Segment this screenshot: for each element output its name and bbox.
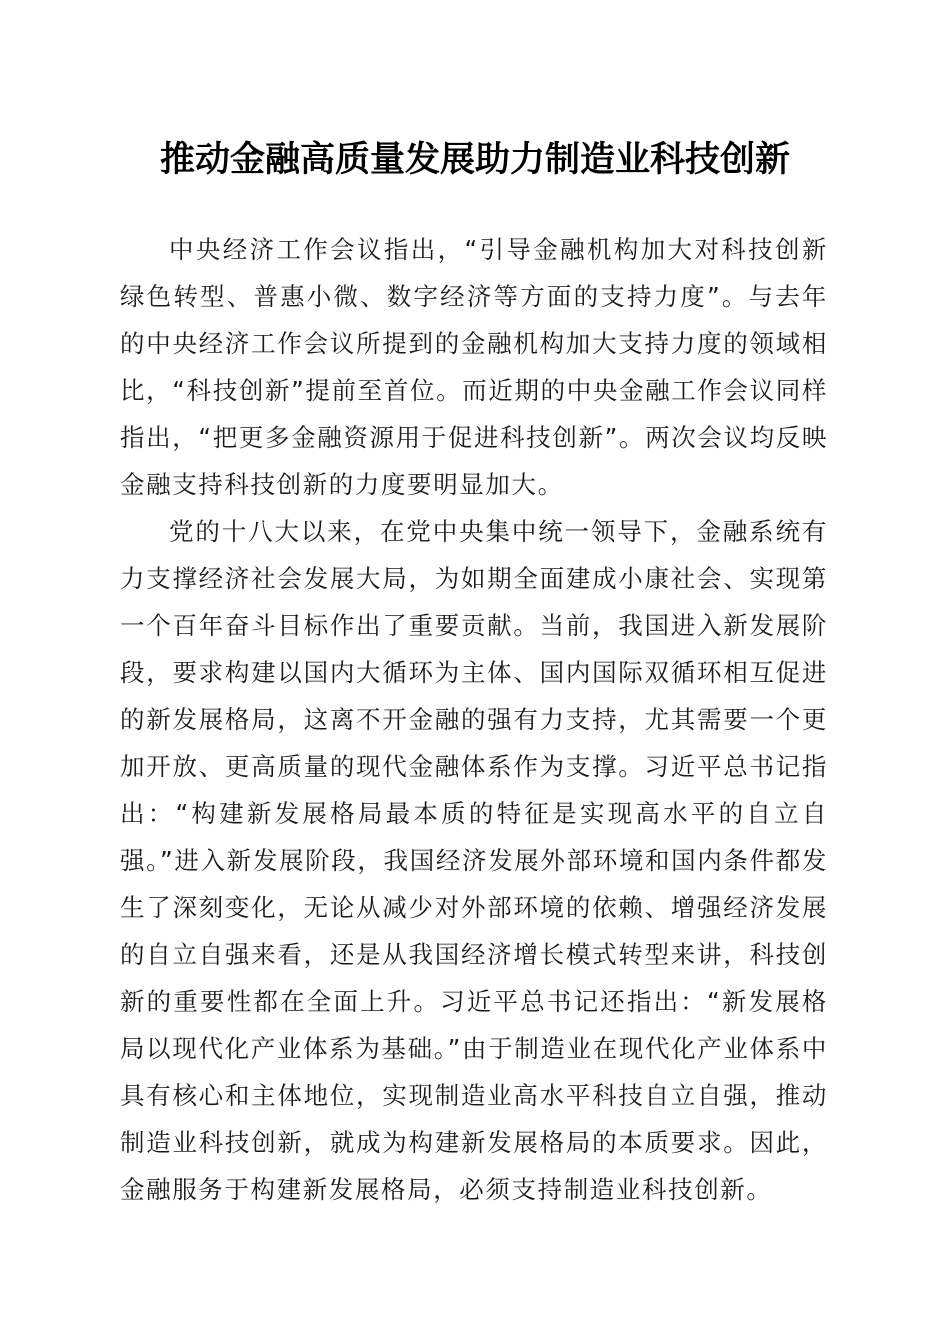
document-body: [120, 226, 828, 1213]
paragraph: 中央经济工作会议指出，“引导金融机构加大对科技创新绿色转型、普惠小微、数字经济等方面的支持力度”。与去年的中央经济工作会议所提到的金融机构加大支持力度的领域相比，“科技创新”提前至首位。而近期的中央金融工作会议同样指出，“把更多金融资源用于促进科技创新”。两次会议均反映金融支持科技创新的力度要明显加大。: [120, 235, 828, 499]
document-title: 推动金融高质量发展助力制造业科技创新: [159, 139, 790, 180]
paragraph: 党的十八大以来，在党中央集中统一领导下，金融系统有力支撑经济社会发展大局，为如期全面建成小康社会、实现第一个百年奋斗目标作出了重要贡献。当前，我国进入新发展阶段，要求构建以国内大循环为主体、国内国际双循环相互促进的新发展格局，这离不开金融的强有力支持，尤其需要一个更加开放、更高质量的现代金融体系作为支撑。习近平总书记指出：“构建新发展格局最本质的特征是实现高水平的自立自强。”进入新发展阶段，我国经济发展外部环境和国内条件都发生了深刻变化，无论从减少对外部环境的依赖、增强经济发展的自立自强来看，还是从我国经济增长模式转型来讲，科技创新的重要性都在全面上升。习近平总书记还指出：“新发展格局以现代化产业体系为基础。”由于制造业在现代化产业体系中具有核心和主体地位，实现制造业高水平科技自立自强，推动制造业科技创新，就成为构建新发展格局的本质要求。因此，金融服务于构建新发展格局，必须支持制造业科技创新。: [120, 517, 828, 1204]
